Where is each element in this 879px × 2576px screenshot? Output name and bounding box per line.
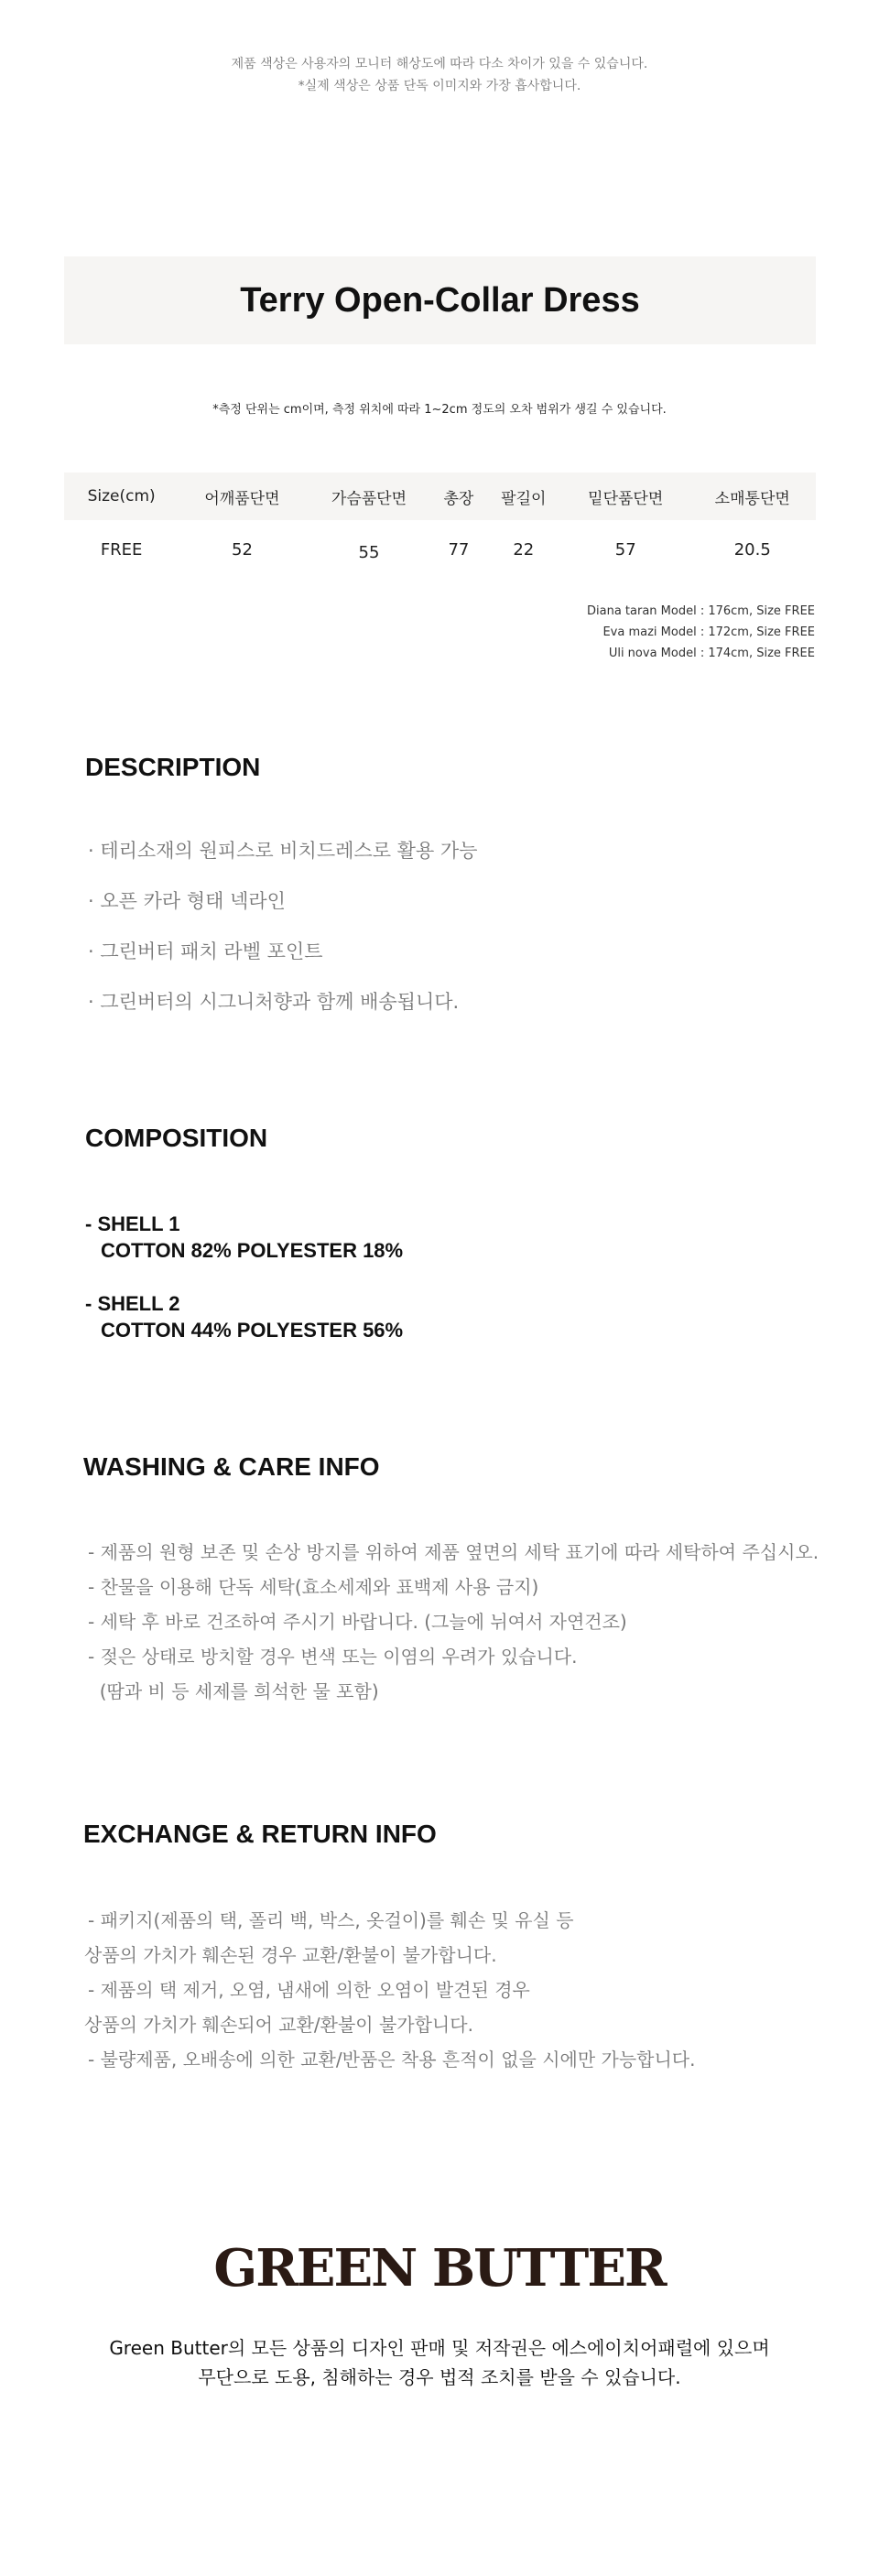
product-title-box	[64, 256, 816, 344]
green-butter-logo	[213, 2233, 666, 2302]
brand-logo	[0, 2233, 879, 2306]
exchange-info	[84, 1903, 696, 2077]
exchange-line: 상품의 가치가 훼손되어 교환/환불이 불가합니다.	[84, 2014, 473, 2036]
washing-line: - 젖은 상태로 방치할 경우 변색 또는 이염의 우려가 있습니다.	[88, 1646, 578, 1668]
model-info-line: Diana taran Model : 176cm, Size FREE	[587, 604, 815, 618]
copyright-notice	[0, 2333, 879, 2392]
washing-line: - 제품의 원형 보존 및 손상 방지를 위하여 제품 옆면의 세탁 표기에 따라 세탁하여 주십시오.	[88, 1541, 819, 1563]
shell-name: - SHELL 2	[85, 1292, 180, 1315]
shell-material: COTTON 44% POLYESTER 56%	[101, 1319, 404, 1342]
washing-info	[88, 1535, 819, 1709]
exchange-line: - 제품의 택 제거, 오염, 냄새에 의한 오염이 발견된 경우	[88, 1979, 530, 2001]
shell-material: COTTON 82% POLYESTER 18%	[101, 1239, 404, 1262]
table-cell: 22	[513, 540, 535, 560]
measurement-note: *측정 단위는 cm이며, 측정 위치에 따라 1~2cm 정도의 오차 범위가 생길 수 있습니다.	[212, 403, 667, 417]
washing-line: (땀과 비 등 세제를 희석한 물 포함)	[88, 1680, 379, 1702]
color-notice-line-2: *실제 색상은 상품 단독 이미지와 가장 흡사합니다.	[298, 79, 581, 93]
list-item: · 오픈 카라 형태 넥라인	[88, 890, 286, 912]
table-cell: FREE	[100, 540, 143, 560]
size-table	[64, 473, 816, 580]
table-row	[64, 520, 816, 580]
description-heading: DESCRIPTION	[85, 753, 261, 781]
size-table-header: 가슴품단면	[306, 473, 432, 520]
logo-text: GREEN BUTTER	[213, 2238, 666, 2299]
size-table-header: 어깨품단면	[179, 473, 305, 520]
size-table-header: 밑단품단면	[562, 473, 689, 520]
washing-line: - 세탁 후 바로 건조하여 주시기 바랍니다. (그늘에 뉘여서 자연건조)	[88, 1611, 627, 1633]
washing-line: - 찬물을 이용해 단독 세탁(효소세제와 표백제 사용 금지)	[88, 1576, 539, 1598]
color-notice-line-1: 제품 색상은 사용자의 모니터 해상도에 따라 다소 차이가 있을 수 있습니다.	[231, 57, 648, 71]
exchange-line: 상품의 가치가 훼손된 경우 교환/환불이 불가합니다.	[84, 1944, 497, 1966]
list-item: · 그린버터 패치 라벨 포인트	[88, 940, 323, 962]
size-table-header: 팔길이	[485, 473, 562, 520]
copyright-line-1: Green Butter의 모든 상품의 디자인 판매 및 저작권은 에스에이치어패럴에 있으며	[109, 2337, 770, 2359]
color-notice	[0, 53, 879, 97]
table-cell: 52	[232, 540, 253, 560]
exchange-line: - 불량제품, 오배송에 의한 교환/반품은 착용 흔적이 없을 시에만 가능합니다.	[88, 2049, 696, 2071]
composition-heading: COMPOSITION	[85, 1124, 268, 1152]
table-cell: 77	[448, 540, 470, 560]
exchange-heading: EXCHANGE & RETURN INFO	[83, 1820, 437, 1848]
size-table-header: 총장	[432, 473, 484, 520]
model-info-line: Eva mazi Model : 172cm, Size FREE	[602, 625, 815, 639]
list-item: · 그린버터의 시그니처향과 함께 배송됩니다.	[88, 991, 460, 1013]
copyright-line-2: 무단으로 도용, 침해하는 경우 법적 조치를 받을 수 있습니다.	[198, 2366, 681, 2388]
shell-name: - SHELL 1	[85, 1212, 180, 1235]
table-cell: 55	[358, 542, 380, 562]
product-title: Terry Open-Collar Dress	[240, 281, 640, 320]
size-table-header-row	[64, 473, 816, 520]
size-table-header: Size(cm)	[64, 473, 179, 520]
description-list	[88, 837, 477, 1038]
model-info	[587, 601, 815, 664]
washing-heading: WASHING & CARE INFO	[83, 1452, 380, 1481]
table-cell: 57	[614, 540, 636, 560]
exchange-line: - 패키지(제품의 택, 폴리 백, 박스, 옷걸이)를 훼손 및 유실 등	[88, 1909, 574, 1931]
table-cell: 20.5	[733, 540, 771, 560]
composition-shell-1	[85, 1211, 403, 1264]
model-info-line: Uli nova Model : 174cm, Size FREE	[608, 647, 815, 660]
list-item: · 테리소재의 원피스로 비치드레스로 활용 가능	[88, 840, 478, 862]
size-table-header: 소매통단면	[689, 473, 816, 520]
composition-shell-2	[85, 1290, 403, 1343]
